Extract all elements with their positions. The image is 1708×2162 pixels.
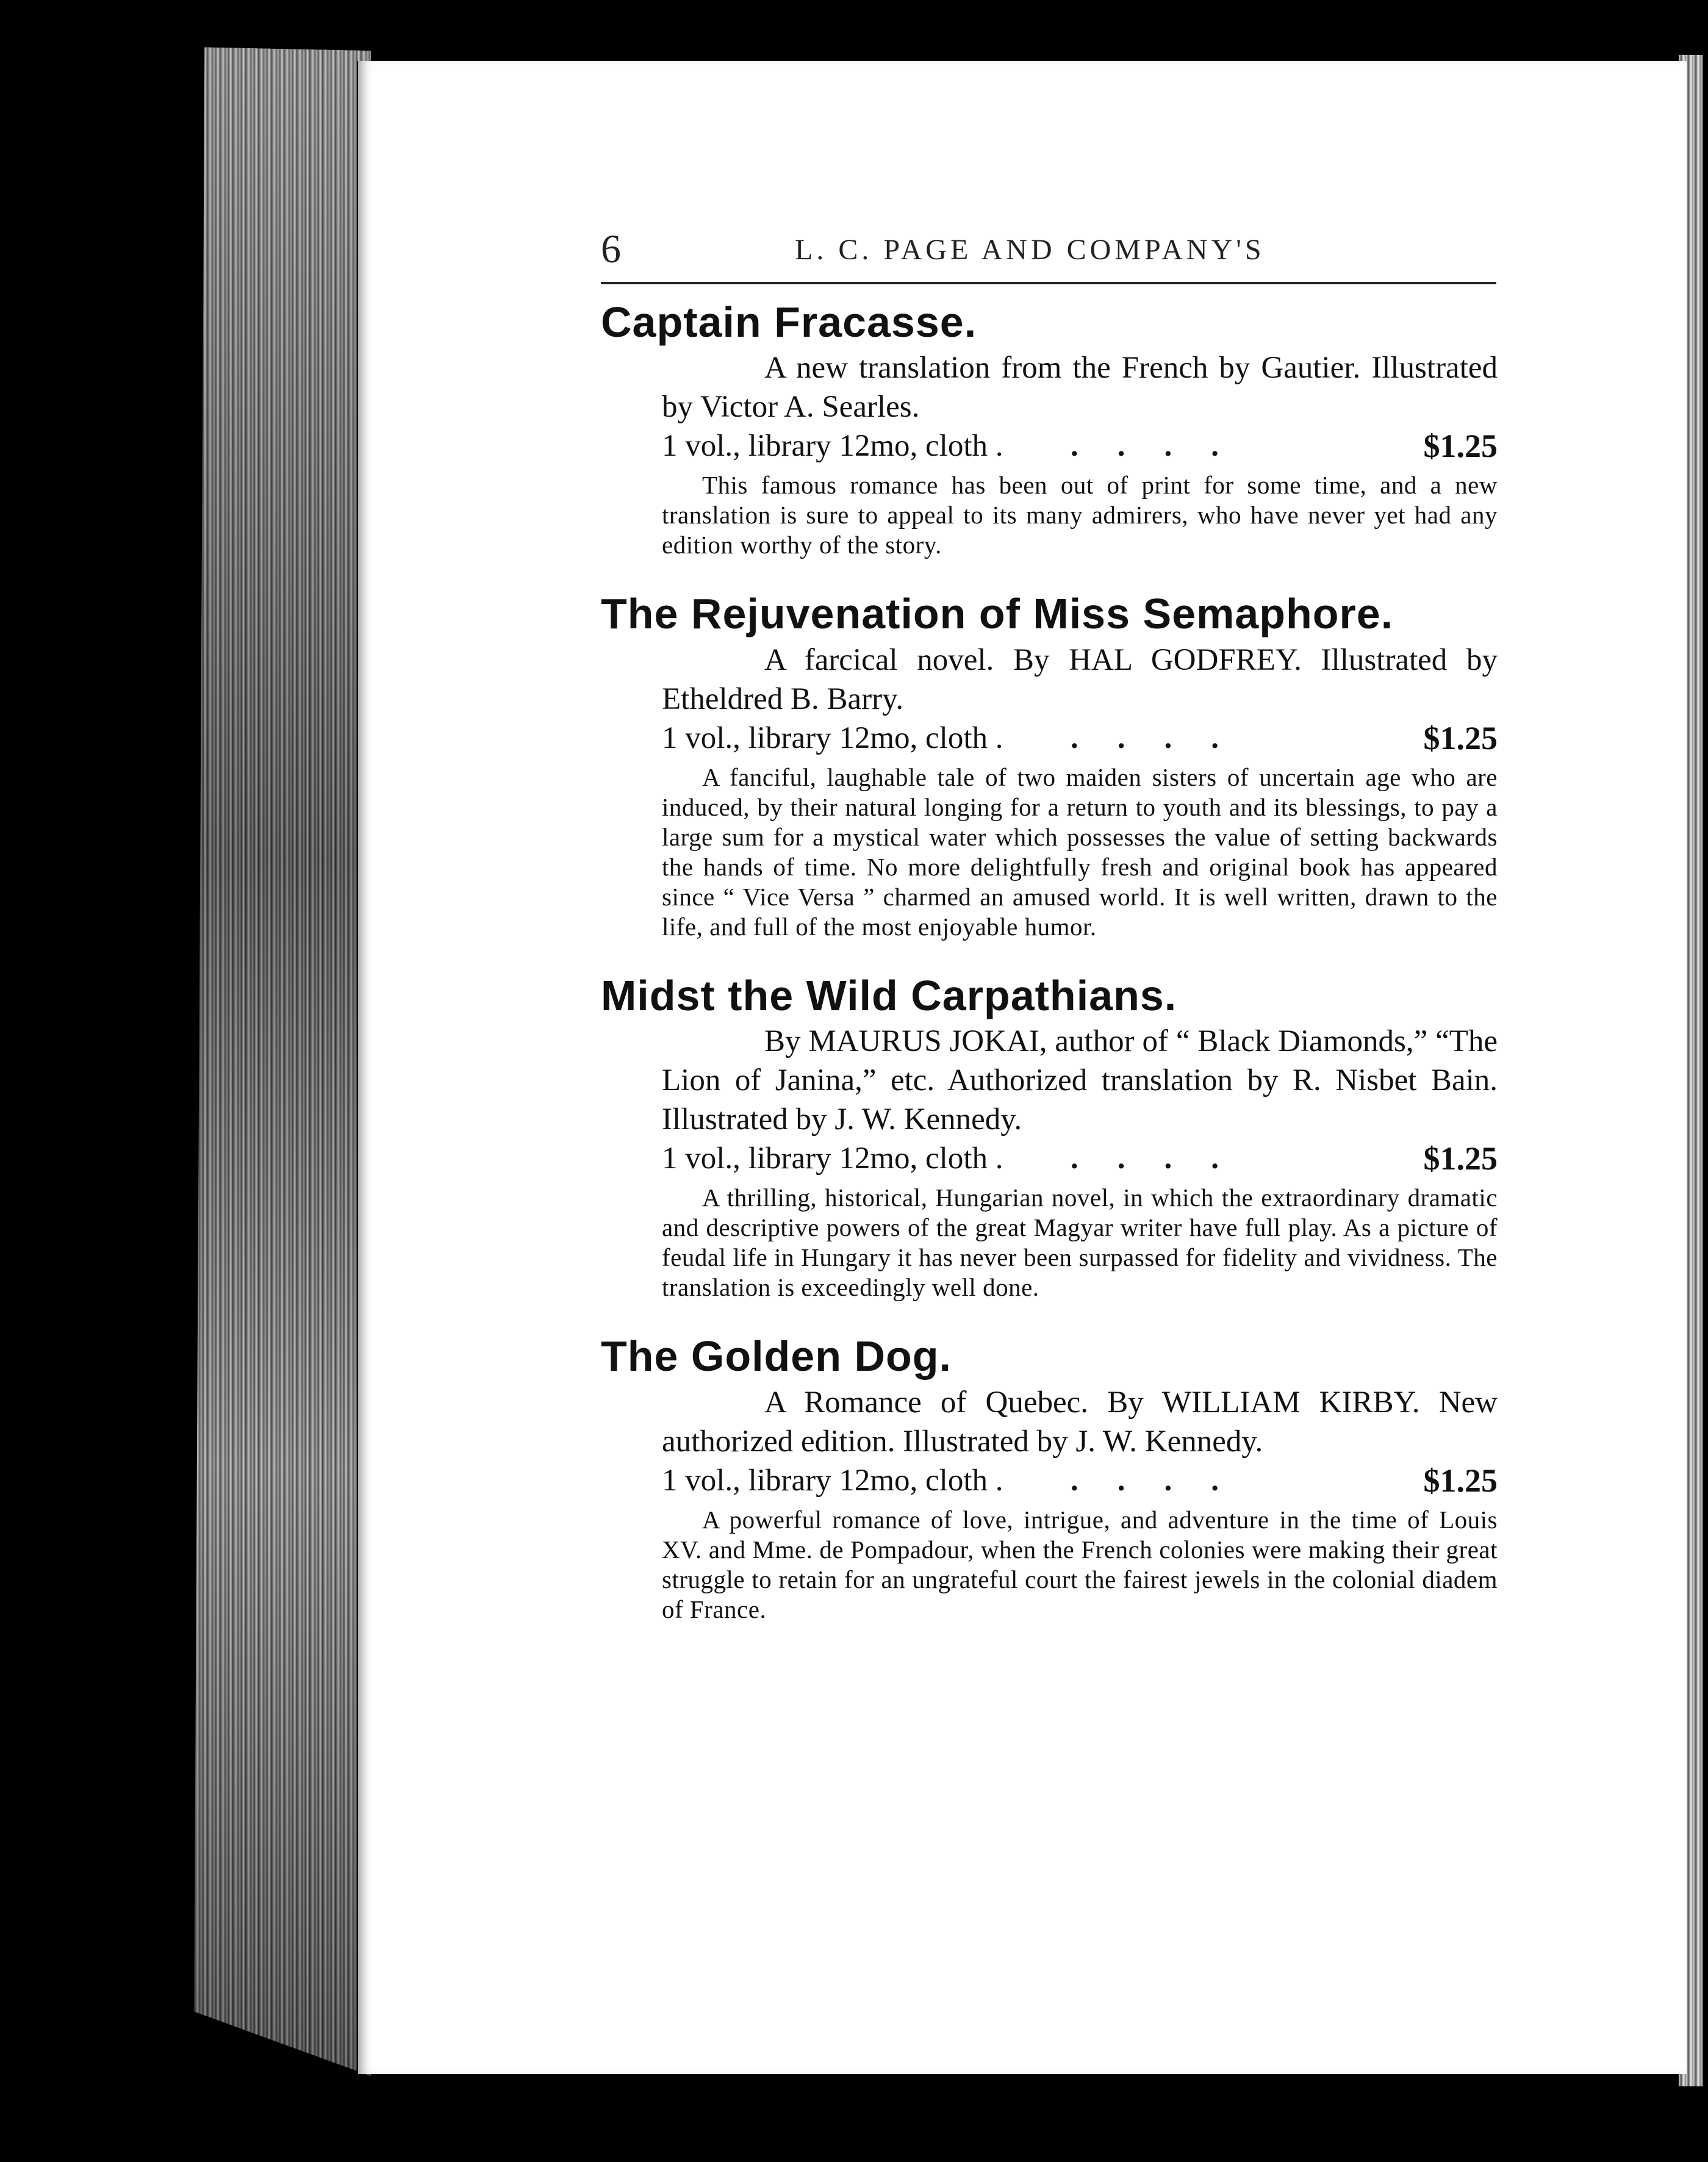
price-line: [662, 1139, 1498, 1178]
page-number: 6: [601, 227, 621, 271]
edition-spec: 1 vol., library 12mo, cloth .: [662, 1141, 1003, 1176]
book-title: Midst the Wild Carpathians.: [601, 971, 1177, 1019]
price: $1.25: [1423, 1140, 1498, 1177]
leader-dots: ....: [1071, 429, 1258, 464]
book-blurb: This famous romance has been out of print for some time, and a new translation is sure to appeal to its many admirers, who have never yet had any edition worthy of the story.: [662, 471, 1498, 559]
book-entry: [601, 296, 1504, 560]
page-content: [601, 226, 1504, 1625]
book-title: The Golden Dog.: [601, 1332, 952, 1381]
book-description: A farcical novel. By HAL GODFREY. Illustrated by Etheldred B. Barry.: [662, 642, 1498, 716]
header-rule: [601, 282, 1496, 284]
book-entry: [601, 1331, 1504, 1624]
book-entry: [601, 970, 1504, 1302]
leader-dots: ....: [1071, 1141, 1258, 1176]
price-line: [662, 719, 1498, 758]
leader-dots: ....: [1071, 720, 1258, 755]
price: $1.25: [1423, 1462, 1498, 1499]
edition-spec: 1 vol., library 12mo, cloth .: [662, 720, 1003, 755]
running-head: [601, 226, 1504, 282]
price-line: [662, 426, 1498, 465]
book-blurb: A powerful romance of love, intrigue, and adventure in the time of Louis XV. and Mme. de Pompadour, when the French colonies were making their great struggle to retain for an ungrateful court the fairest jewels in the colonial diadem of France.: [662, 1505, 1498, 1623]
book-blurb: A thrilling, historical, Hungarian novel, in which the extraordinary dramatic and descriptive powers of the great Magyar writer have full play. As a picture of feudal life in Hungary it has never been surpassed for fidelity and vividness. The translation is exceedingly well done.: [662, 1183, 1498, 1302]
price: $1.25: [1423, 719, 1498, 756]
price-line: [662, 1461, 1498, 1500]
edition-spec: 1 vol., library 12mo, cloth .: [662, 1463, 1003, 1498]
book-page: [357, 61, 1687, 2074]
book-entry: [601, 588, 1504, 941]
book-blurb: A fanciful, laughable tale of two maiden sisters of uncertain age who are induced, by their natural longing for a return to youth and its blessings, to pay a large sum for a mystical water which possesses the value of setting backwards the hands of time. No more delightfully fresh and original book has appeared since “ Vice Versa ” charmed an amused world. It is well written, drawn to the life, and full of the most enjoyable humor.: [662, 763, 1498, 941]
book-title: Captain Fracasse.: [601, 298, 977, 346]
book-description: A Romance of Quebec. By WILLIAM KIRBY. New authorized edition. Illustrated by J. W. Kennedy.: [662, 1385, 1498, 1459]
book-description: By MAURUS JOKAI, author of “ Black Diamonds,” “The Lion of Janina,” etc. Authorized translation by R. Nisbet Bain. Illustrated by J. W. Kennedy.: [662, 1024, 1498, 1137]
leader-dots: ....: [1071, 1463, 1258, 1498]
price: $1.25: [1423, 428, 1498, 465]
page-edge-stack: [194, 47, 371, 2076]
edition-spec: 1 vol., library 12mo, cloth .: [662, 429, 1003, 464]
running-head-title: L. C. PAGE AND COMPANY'S: [795, 234, 1265, 266]
book-title: The Rejuvenation of Miss Semaphore.: [601, 590, 1394, 638]
book-description: A new translation from the French by Gautier. Illustrated by Victor A. Searles.: [662, 351, 1498, 425]
